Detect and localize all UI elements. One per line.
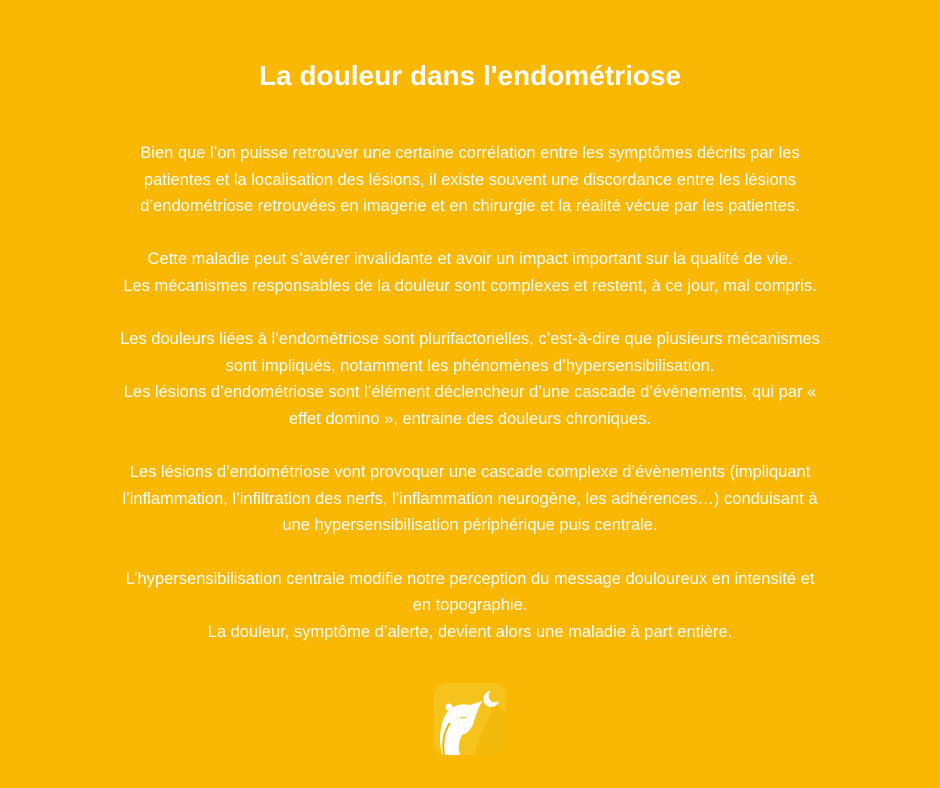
- text-line: sont impliqués, notamment les phénomènes d’hypersensibilisation.: [225, 356, 715, 375]
- paragraph-5: [0, 566, 940, 646]
- text-line: Bien que l’on puisse retrouver une certaine corrélation entre les symptômes décrits par les: [140, 144, 800, 162]
- paragraph-3: [0, 326, 940, 432]
- text-line: L’hypersensibilisation centrale modifie notre perception du message douloureux en intensité et: [125, 569, 815, 588]
- text-line: Les lésions d’endométriose vont provoquer une cascade complexe d’évènements (impliquant: [129, 463, 811, 482]
- text-line: une hypersensibilisation périphérique puis centrale.: [282, 516, 658, 535]
- text-line: d’endométriose retrouvées en imagerie et en chirurgie et la réalité vécue par les patientes.: [140, 197, 800, 216]
- paragraph-1: [0, 140, 940, 220]
- article-body: [0, 140, 940, 672]
- text-line: en topographie.: [412, 596, 528, 615]
- text-line: La douleur, symptôme d’alerte, devient alors une maladie à part entière.: [207, 622, 733, 641]
- text-line: Les douleurs liées à l’endométriose sont plurifactorielles, c’est-à-dire que plusieurs mécanismes: [120, 330, 820, 349]
- page-title: La douleur dans l'endométriose: [258, 60, 682, 91]
- paragraph-4: [0, 459, 940, 539]
- text-line: effet domino », entraine des douleurs chroniques.: [288, 409, 652, 428]
- paragraph-2: [0, 246, 940, 299]
- text-line: Les mécanismes responsables de la douleur sont complexes et restent, à ce jour, mal compris.: [123, 276, 817, 295]
- text-line: Cette maladie peut s’avérer invalidante et avoir un impact important sur la qualité de vie.: [147, 250, 793, 269]
- text-line: patientes et la localisation des lésions, il existe souvent une discordance entre les lésions: [143, 170, 797, 189]
- text-line: Les lésions d’endométriose sont l’élément déclencheur d’une cascade d’évènements, qui par «: [123, 383, 817, 402]
- woman-profile-moon-logo-icon: [434, 683, 506, 755]
- text-line: l’inflammation, l’infiltration des nerfs, l’inflammation neurogène, les adhérences…) conduisant à: [122, 489, 818, 508]
